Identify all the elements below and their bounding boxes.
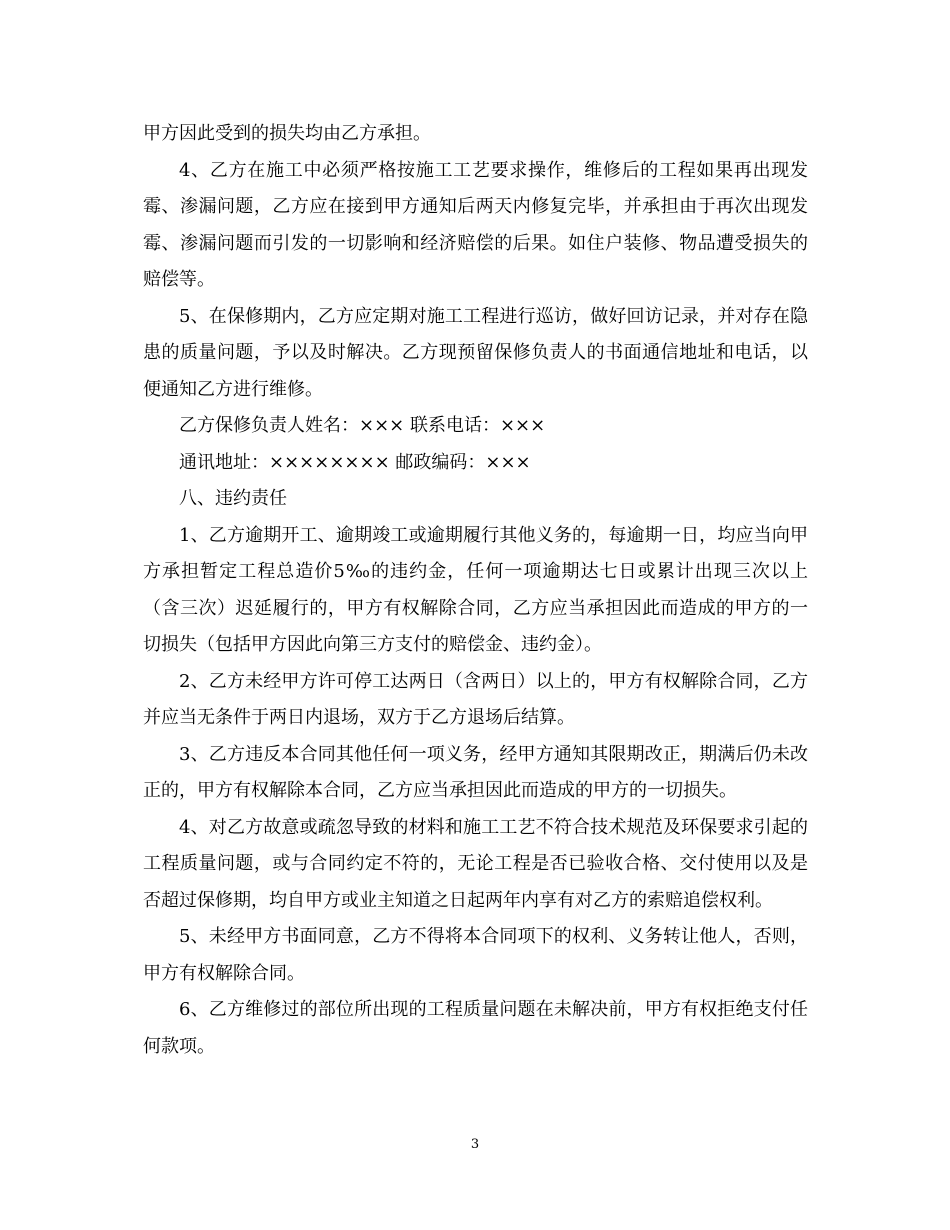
paragraph-clause-4-repair: 4、乙方在施工中必须严格按施工工艺要求操作，维修后的工程如果再出现发霉、渗漏问题，乙方应在接到甲方通知后两天内修复完毕，并承担由于再次出现发霉、渗漏问题而引发的一切影响和经济赔偿的后果。如住户装修、物品遭受损失的赔偿等。 — [143, 159, 808, 290]
paragraph-breach-5: 5、未经甲方书面同意，乙方不得将本合同项下的权利、义务转让他人，否则，甲方有权解除合同。 — [143, 926, 808, 984]
paragraph-breach-4: 4、对乙方故意或疏忽导致的材料和施工工艺不符合技术规范及环保要求引起的工程质量问题，或与合同约定不符的，无论工程是否已验收合格、交付使用以及是否超过保修期，均自甲方或业主知道之日起两年内享有对乙方的索赔追偿权利。 — [143, 816, 808, 911]
document-body — [143, 116, 808, 1065]
paragraph-contact-address: 通讯地址：×××××××× 邮政编码：××× — [179, 451, 531, 473]
paragraph-clause-5-warranty: 5、在保修期内，乙方应定期对施工工程进行巡访，做好回访记录，并对存在隐患的质量问题，予以及时解决。乙方现预留保修负责人的书面通信地址和电话，以便通知乙方进行维修。 — [143, 305, 808, 400]
paragraph-breach-1: 1、乙方逾期开工、逾期竣工或逾期履行其他义务的，每逾期一日，均应当向甲方承担暂定工程总造价5‰的违约金，任何一项逾期达七日或累计出现三次以上（含三次）迟延履行的，甲方有权解除合同，乙方应当承担因此而造成的甲方的一切损失（包括甲方因此向第三方支付的赔偿金、违约金）。 — [143, 524, 808, 655]
paragraph-loss-borne: 甲方因此受到的损失均由乙方承担。 — [143, 123, 431, 144]
paragraph-breach-3: 3、乙方违反本合同其他任何一项义务，经甲方通知其限期改正，期满后仍未改正的，甲方有权解除本合同，乙方应当承担因此而造成的甲方的一切损失。 — [143, 743, 808, 801]
paragraph-breach-6: 6、乙方维修过的部位所出现的工程质量问题在未解决前，甲方有权拒绝支付任何款项。 — [143, 999, 808, 1057]
paragraph-contact-name-phone: 乙方保修负责人姓名：××× 联系电话：××× — [179, 415, 546, 436]
section-heading-breach: 八、违约责任 — [179, 488, 287, 509]
page-number: 3 — [470, 1137, 480, 1152]
paragraph-breach-2: 2、乙方未经甲方许可停工达两日（含两日）以上的，甲方有权解除合同，乙方并应当无条件于两日内退场，双方于乙方退场后结算。 — [143, 670, 808, 728]
